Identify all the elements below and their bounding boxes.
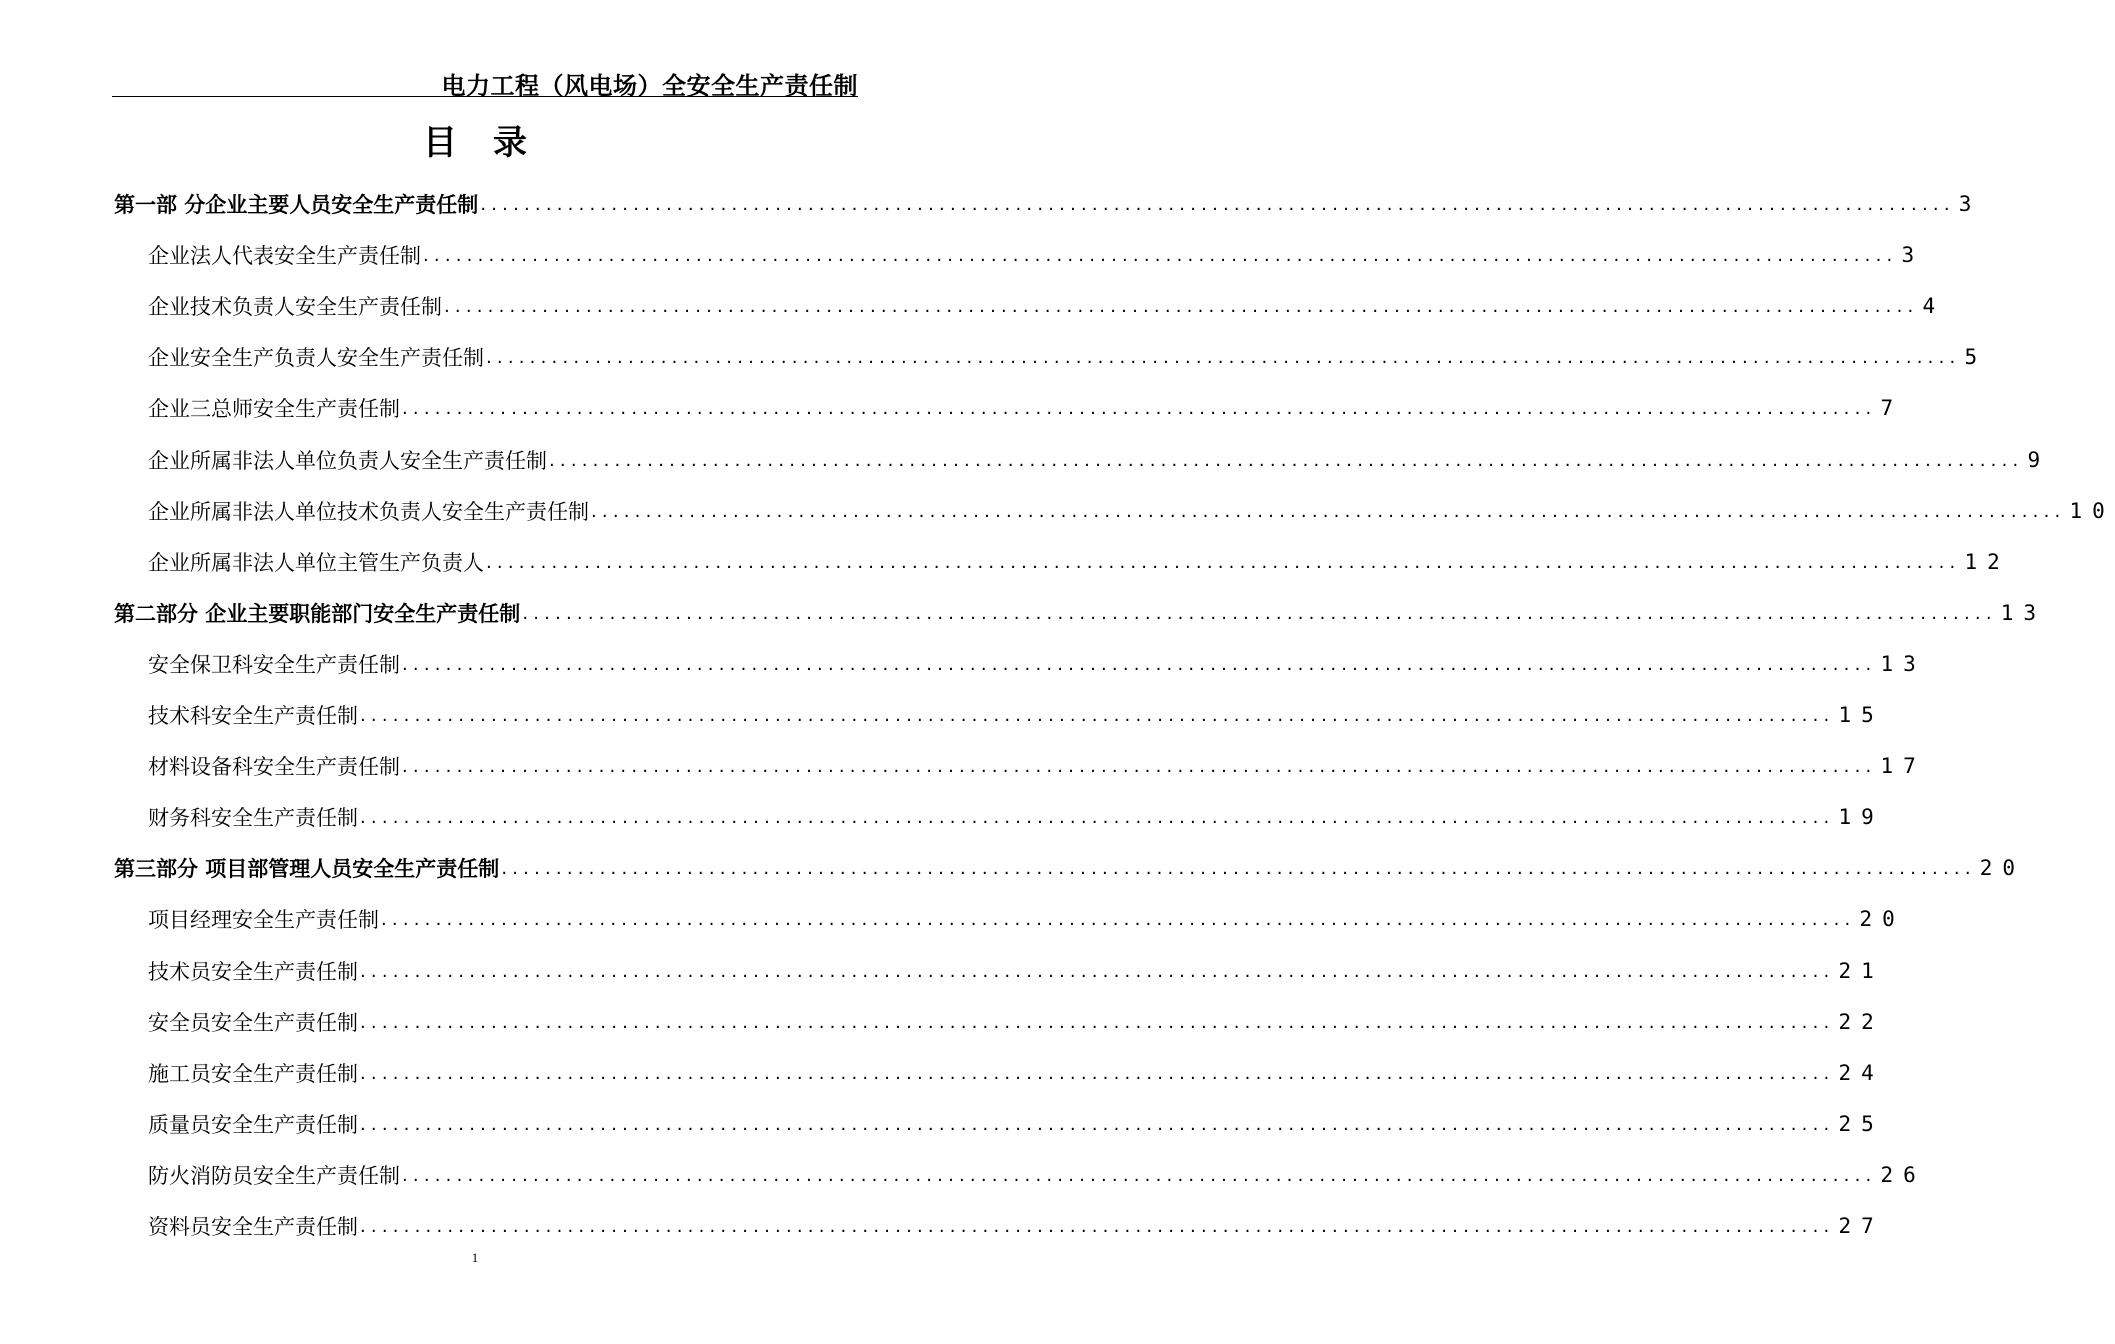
- toc-dot-leader: [400, 756, 1876, 777]
- document-title: 电力工程（风电场）全安全生产责任制: [441, 72, 858, 100]
- toc-entry[interactable]: [148, 899, 1905, 939]
- toc-entry-title: 企业技术负责人安全生产责任制: [148, 295, 442, 319]
- toc-dot-leader: [484, 552, 1960, 573]
- toc-entry-page: 9: [2027, 448, 2051, 472]
- toc-dot-leader: [442, 296, 1918, 317]
- toc-dot-leader: [358, 1216, 1834, 1237]
- toc-entry-page: 21: [1838, 959, 1884, 983]
- toc-entry[interactable]: [148, 951, 1884, 991]
- toc-dot-leader: [358, 705, 1834, 726]
- toc-entry-page: 5: [1964, 345, 1988, 369]
- toc-section-entry[interactable]: [114, 848, 2026, 888]
- toc-dot-leader: [547, 450, 2023, 471]
- toc-dot-leader: [400, 398, 1876, 419]
- toc-entry-page: 12: [1964, 550, 2010, 574]
- toc-section-entry[interactable]: [114, 184, 1982, 224]
- toc-dot-leader: [499, 858, 1975, 879]
- toc-heading: 目录: [423, 123, 563, 163]
- toc-dot-leader: [478, 194, 1954, 215]
- toc-entry-title: 财务科安全生产责任制: [148, 806, 358, 830]
- toc-entry-page: 24: [1838, 1061, 1884, 1085]
- toc-entry-page: 7: [1880, 396, 1904, 420]
- toc-entry-page: 20: [1859, 907, 1905, 931]
- toc-entry[interactable]: [148, 644, 1926, 684]
- toc-entry-title: 企业所属非法人单位负责人安全生产责任制: [148, 449, 547, 473]
- toc-entry-title: 安全保卫科安全生产责任制: [148, 653, 400, 677]
- toc-dot-leader: [358, 961, 1834, 982]
- toc-entry-page: 3: [1901, 243, 1925, 267]
- toc-dot-leader: [484, 347, 1960, 368]
- toc-entry[interactable]: [148, 1002, 1884, 1042]
- toc-entry-page: 25: [1838, 1112, 1884, 1136]
- toc-section-entry[interactable]: [114, 593, 2047, 633]
- toc-dot-leader: [379, 909, 1855, 930]
- toc-entry-page: 26: [1880, 1163, 1926, 1187]
- toc-entry[interactable]: [148, 746, 1926, 786]
- toc-dot-leader: [400, 1165, 1876, 1186]
- toc-dot-leader: [520, 603, 1996, 624]
- toc-dot-leader: [358, 807, 1834, 828]
- toc-entry[interactable]: [148, 542, 2010, 582]
- toc-entry-title: 质量员安全生产责任制: [148, 1113, 358, 1137]
- toc-dot-leader: [358, 1114, 1834, 1135]
- toc-entry[interactable]: [148, 337, 1988, 377]
- page-header: [112, 62, 858, 100]
- toc-entry[interactable]: [148, 235, 1925, 275]
- toc-entry-title: 第一部 分企业主要人员安全生产责任制: [114, 193, 479, 217]
- toc-entry-title: 技术员安全生产责任制: [148, 960, 358, 984]
- toc-dot-leader: [421, 245, 1897, 266]
- toc-entry-title: 技术科安全生产责任制: [148, 704, 358, 728]
- toc-entry-page: 22: [1838, 1010, 1884, 1034]
- toc-entry[interactable]: [148, 1155, 1926, 1195]
- toc-entry-page: 15: [1838, 703, 1884, 727]
- toc-entry-title: 企业法人代表安全生产责任制: [148, 244, 421, 268]
- toc-dot-leader: [589, 501, 2065, 522]
- toc-dot-leader: [358, 1063, 1834, 1084]
- toc-dot-leader: [358, 1012, 1834, 1033]
- toc-entry-title: 防火消防员安全生产责任制: [148, 1164, 400, 1188]
- toc-entry[interactable]: [148, 491, 2115, 531]
- toc-entry-page: 17: [1880, 754, 1926, 778]
- toc-entry[interactable]: [148, 440, 2051, 480]
- toc-entry-page: 19: [1838, 805, 1884, 829]
- page-number: 1: [471, 1250, 479, 1265]
- toc-entry-title: 企业安全生产负责人安全生产责任制: [148, 346, 484, 370]
- toc-dot-leader: [400, 654, 1876, 675]
- toc-entry-page: 27: [1838, 1214, 1884, 1238]
- toc-entry[interactable]: [148, 388, 1904, 428]
- toc-entry-title: 材料设备科安全生产责任制: [148, 755, 400, 779]
- toc-entry[interactable]: [148, 695, 1884, 735]
- toc-entry-page: 3: [1958, 192, 1982, 216]
- toc-entry-title: 施工员安全生产责任制: [148, 1062, 358, 1086]
- toc-entry-title: 资料员安全生产责任制: [148, 1215, 358, 1239]
- toc-entry-page: 10: [2069, 499, 2115, 523]
- toc-entry-title: 第二部分 企业主要职能部门安全生产责任制: [114, 602, 521, 626]
- toc-entry-title: 第三部分 项目部管理人员安全生产责任制: [114, 857, 500, 881]
- toc-entry-title: 企业所属非法人单位主管生产负责人: [148, 551, 484, 575]
- toc-entry-page: 4: [1922, 294, 1946, 318]
- toc-entry-page: 13: [1880, 652, 1926, 676]
- toc-entry[interactable]: [148, 1206, 1884, 1246]
- toc-entry-page: 13: [2000, 601, 2047, 625]
- toc-entry-title: 企业所属非法人单位技术负责人安全生产责任制: [148, 500, 589, 524]
- toc-entry[interactable]: [148, 1053, 1884, 1093]
- toc-entry[interactable]: [148, 286, 1946, 326]
- toc-entry-title: 企业三总师安全生产责任制: [148, 397, 400, 421]
- toc-entry-page: 20: [1979, 856, 2026, 880]
- toc-entry[interactable]: [148, 797, 1884, 837]
- toc-entry-title: 安全员安全生产责任制: [148, 1011, 358, 1035]
- toc-entry[interactable]: [148, 1104, 1884, 1144]
- toc-entry-title: 项目经理安全生产责任制: [148, 908, 379, 932]
